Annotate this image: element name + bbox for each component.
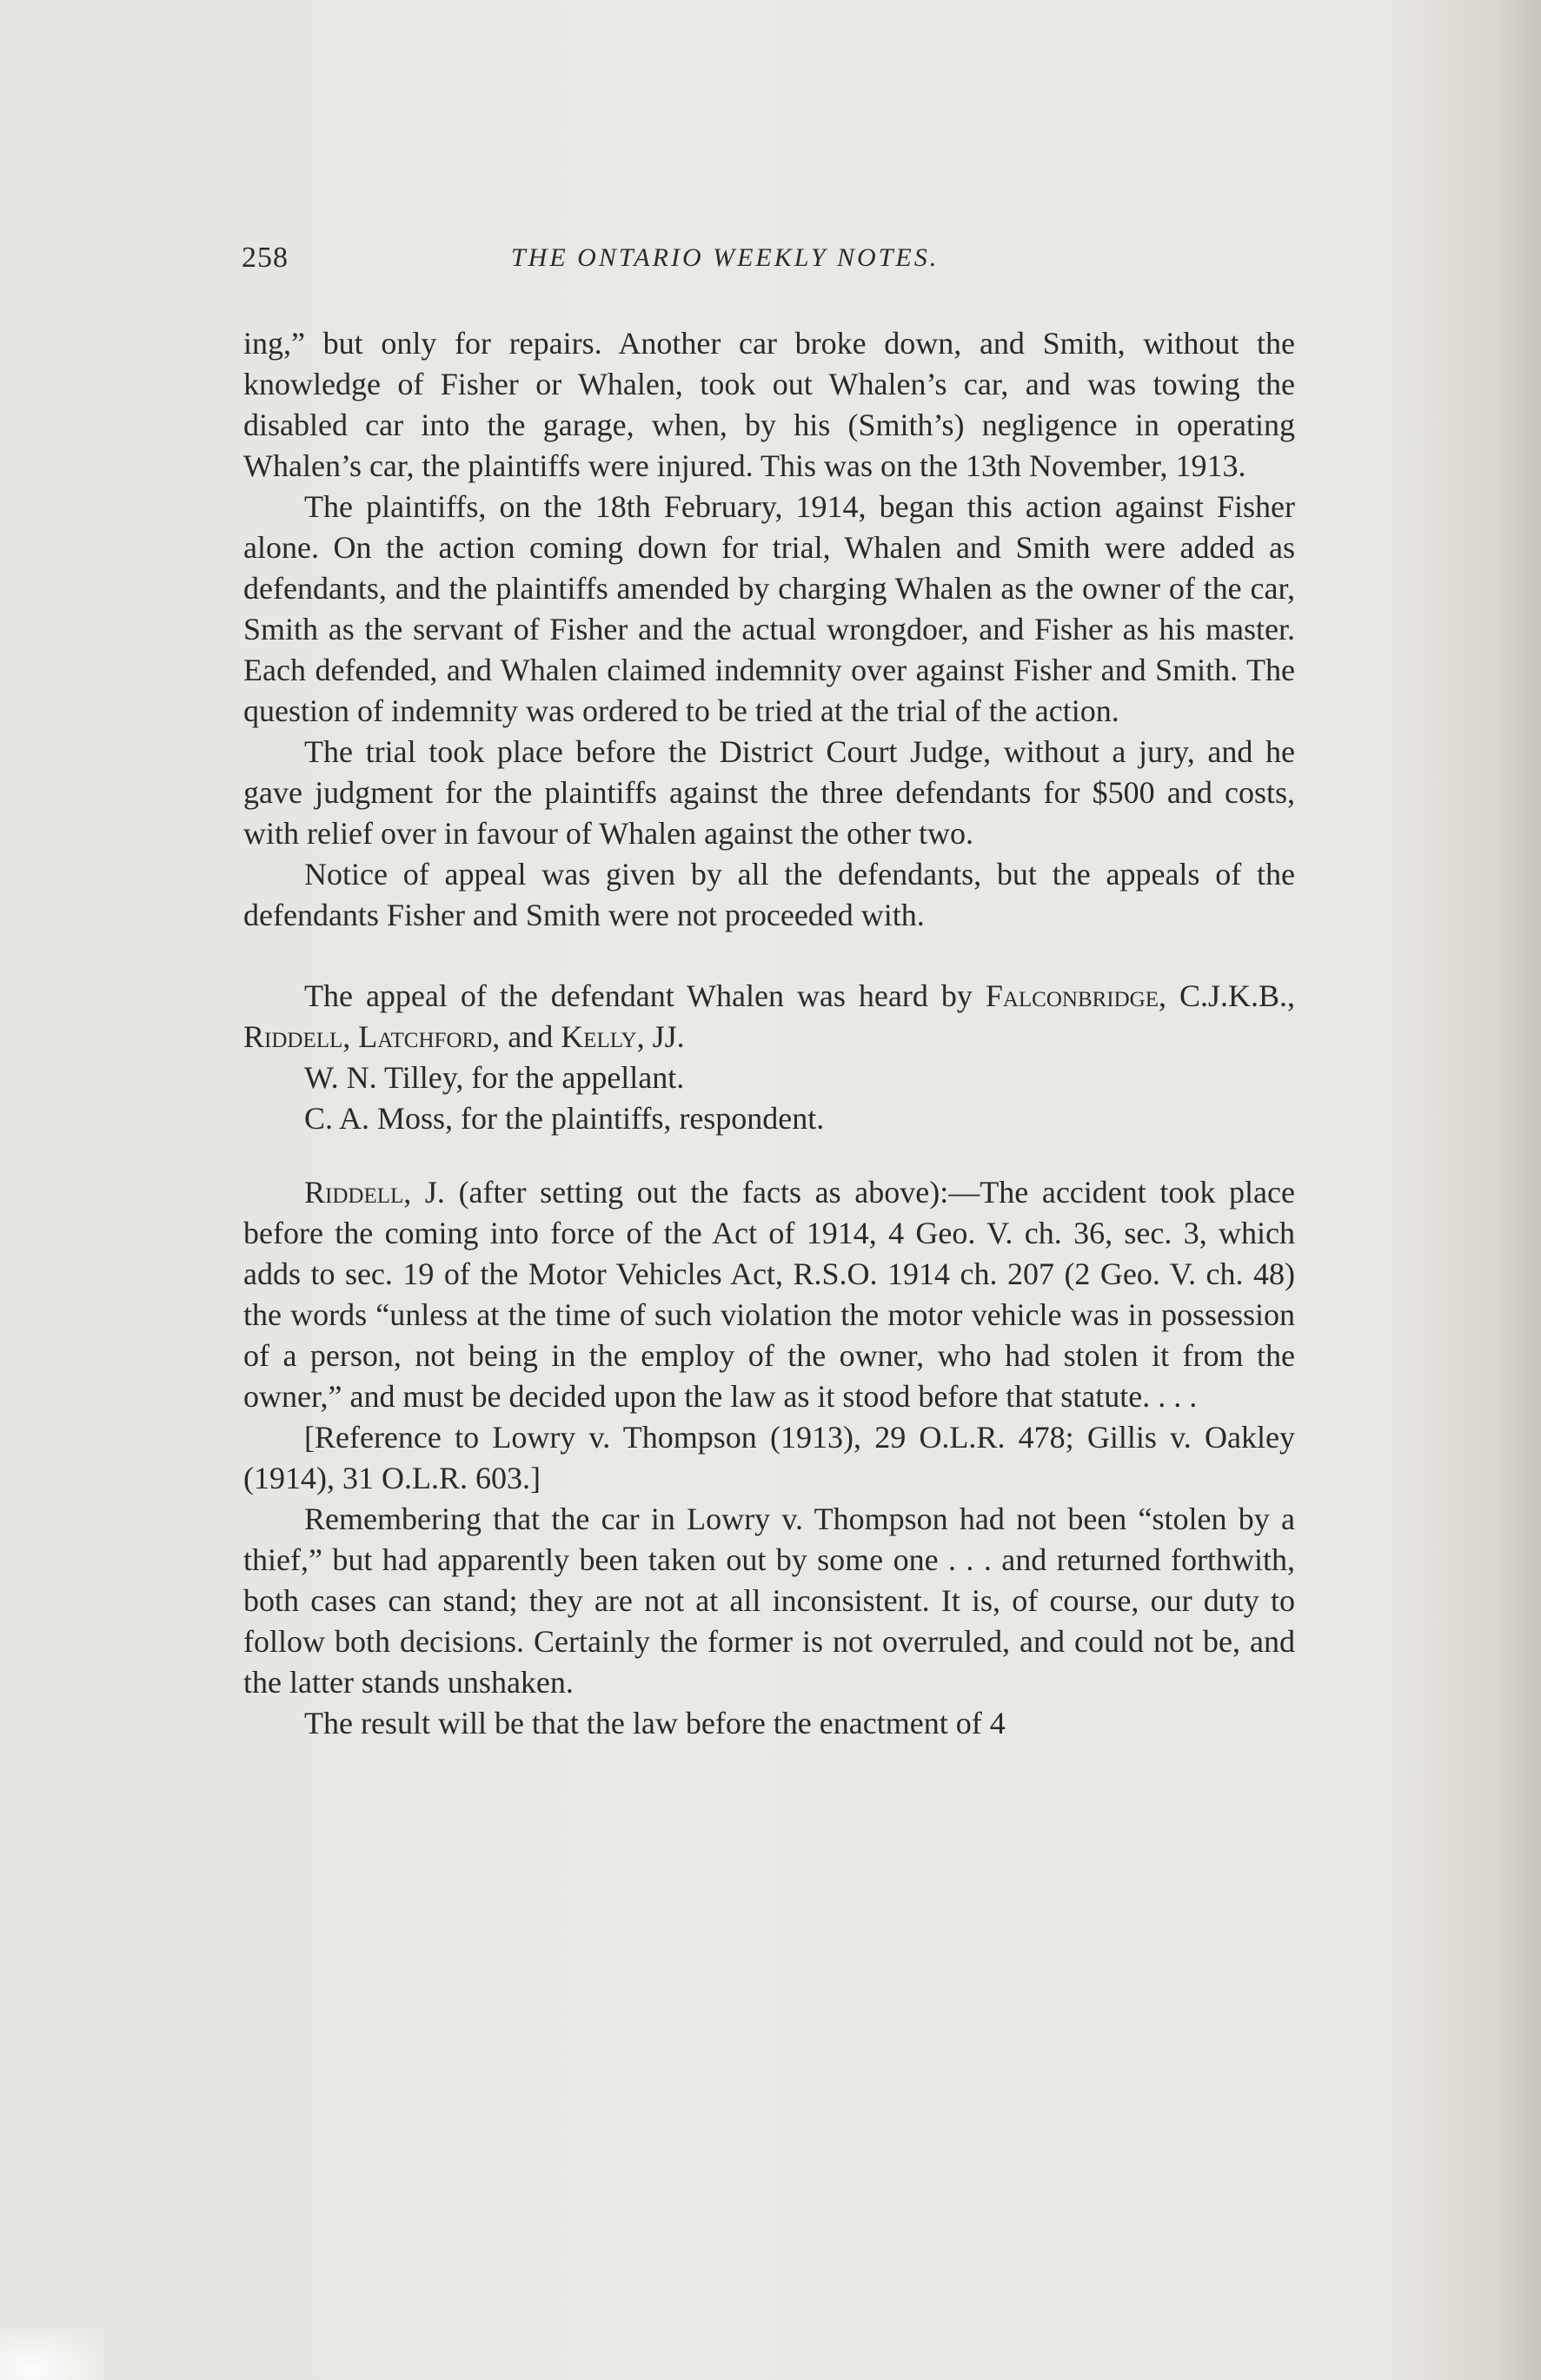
judge-name: Riddell	[243, 1019, 343, 1054]
section-gap	[243, 936, 1295, 976]
paragraph-facts-continued: ing,” but only for repairs. Another car broke down, and Smith, without the knowledge of Fisher or Whalen, took out Whalen’s car, and was towing the disabled car into the garage, when, by his (Smith’s) negligence in operating Whalen’s car, the plaintiffs were injured. This was on the 13th November, 1913.	[243, 326, 1295, 483]
judge-name: Kelly	[561, 1019, 637, 1054]
running-head: THE ONTARIO WEEKLY NOTES.	[511, 243, 940, 272]
page-smudge	[0, 2328, 104, 2380]
judge-title: , JJ.	[636, 1019, 685, 1054]
respondent-counsel: C. A. Moss, for the plaintiffs, respondent.	[304, 1101, 825, 1136]
page-number: 258	[242, 242, 289, 274]
judgment-result: The result will be that the law before the enactment of 4	[304, 1706, 1006, 1740]
judgment-reasoning: Remembering that the car in Lowry v. Thompson had not been “stolen by a thief,” but had apparently been taken out by some one . . . and returned forthwith, both cases can stand; they are not at all inconsistent. It is, of course, our duty to follow both decisions. Certainly the former is not overruled, and could not be, and the latter stands unshaken.	[243, 1502, 1295, 1700]
paragraph-trial: The trial took place before the District Court Judge, without a jury, and he gave judgment for the plaintiffs against the three defendants for $500 and costs, with relief over in favour of Whalen against the other two.	[243, 734, 1295, 851]
judgment-opening: Riddell, J. (after setting out the facts as above):—The accident took place before the coming into force of the Act of 1914, 4 Geo. V. ch. 36, sec. 3, which adds to sec. 19 of the Motor Vehicles Act, R.S.O. 1914 ch. 207 (2 Geo. V. ch. 48) the words “unless at the time of such violation the motor vehicle was in possession of a person, not being in the employ of the owner, who had stolen it from the owner,” and must be decided upon the law as it stood before that statute. . . .	[243, 1175, 1295, 1414]
judge-name: Latchford	[358, 1019, 493, 1054]
judge-name: Falconbridge	[985, 978, 1159, 1013]
paragraph-notice-of-appeal: Notice of appeal was given by all the defendants, but the appeals of the defendants Fisher and Smith were not proceeded with.	[243, 857, 1295, 932]
page-header	[242, 242, 1319, 294]
section-gap	[243, 1139, 1295, 1172]
appellant-counsel: W. N. Tilley, for the appellant.	[304, 1060, 685, 1095]
judge-name: Riddell	[304, 1175, 404, 1210]
judge-title: , C.J.K.B.,	[1159, 978, 1296, 1013]
paragraph-action-begun: The plaintiffs, on the 18th February, 1914, began this action against Fisher alone. On the action coming down for trial, Whalen and Smith were added as defendants, and the plaintiffs amended by charging Whalen as the owner of the car, Smith as the servant of Fisher and the actual wrongdoer, and Fisher as his master. Each defended, and Whalen claimed indemnity over against Fisher and Smith. The question of indemnity was ordered to be tried at the trial of the action.	[243, 489, 1295, 728]
body-text	[243, 323, 1295, 1744]
judgment-reference: [Reference to Lowry v. Thompson (1913), 29 O.L.R. 478; Gillis v. Oakley (1914), 31 O.L.R. 603.]	[243, 1420, 1295, 1495]
hearing-statement: The appeal of the defendant Whalen was heard by Falconbridge, C.J.K.B., Riddell, Latchford, and Kelly, JJ.	[243, 978, 1296, 1054]
hearing-intro: The appeal of the defendant Whalen was heard by	[304, 978, 973, 1013]
